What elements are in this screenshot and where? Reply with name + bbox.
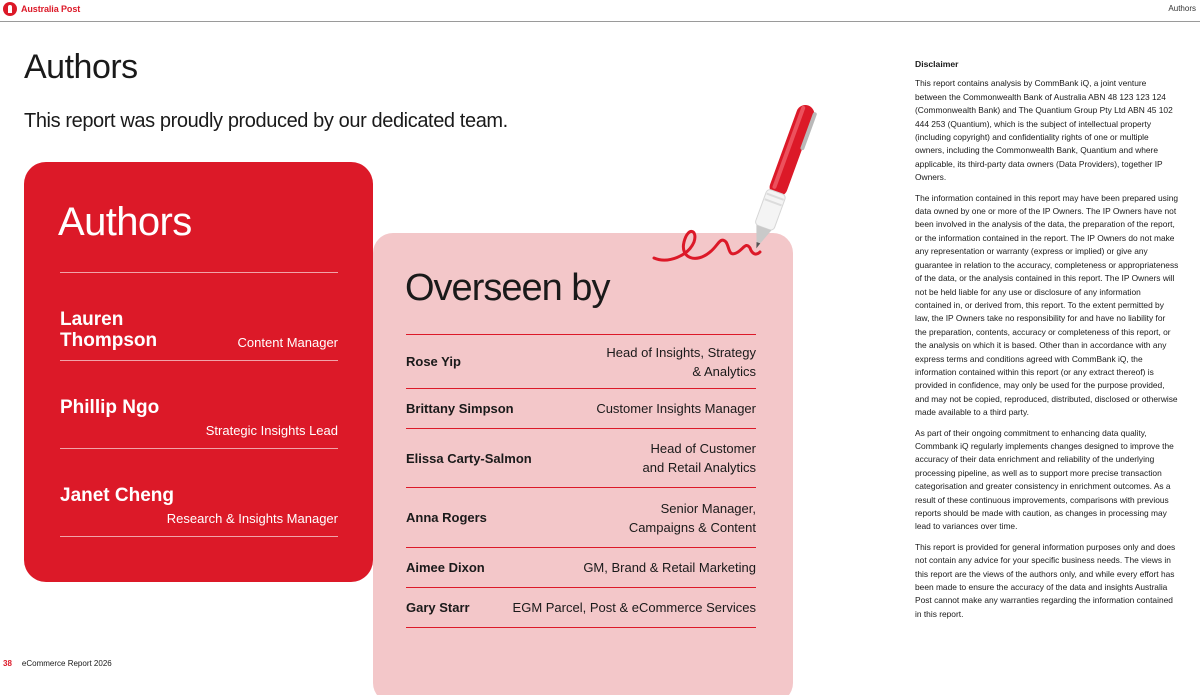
- disclaimer-title: Disclaimer: [915, 59, 959, 69]
- page-subtitle: This report was proudly produced by our dedicated team.: [24, 110, 508, 132]
- overseer-row: [406, 335, 756, 389]
- overseen-card-heading: Overseen by: [405, 267, 610, 309]
- overseer-row: [406, 548, 756, 588]
- overseer-row: [406, 429, 756, 488]
- disclaimer-paragraph: This report contains analysis by CommBank iQ, a joint venture between the Commonwealth Bank of Australia ABN 48 123 123 124 (Commonwealth Bank) and The Quantium Group Pty Ltd ABN 45 102 444 253 (Quantium), which is the subject of intellectual property (including copyright) and confidentiality rights of one or multiple owners, including the Commonwealth Bank, Quantium and where applicable, its third-party data owners (Data Providers), together IP Owners.: [915, 78, 1173, 183]
- footer: [3, 659, 112, 668]
- overseer-role: Head of Customer and Retail Analytics: [642, 441, 756, 475]
- author-name: Janet Cheng: [60, 485, 175, 506]
- overseer-role: Customer Insights Manager: [596, 401, 756, 416]
- author-role: Research & Insights Manager: [166, 511, 338, 526]
- australia-post-logo-icon: [3, 2, 17, 16]
- top-bar: [0, 0, 1200, 22]
- report-name: eCommerce Report 2026: [21, 659, 112, 668]
- overseer-name: Brittany Simpson: [406, 401, 514, 416]
- pen-signature-icon: [648, 96, 823, 271]
- overseer-row: [406, 389, 756, 429]
- author-name: Lauren Thompson: [60, 309, 158, 351]
- brand-name: Australia Post: [21, 4, 81, 14]
- overseer-role: Head of Insights, Strategy & Analytics: [606, 344, 756, 379]
- disclaimer-paragraph: This report is provided for general information purposes only and does not contain any advice for your specific business needs. The views in this report are the views of the authors only, and while every effort has been made to ensure the accuracy of the data and insights Australia Post cannot make any warranties regarding the information contained in this report.: [915, 541, 1176, 619]
- section-label: Authors: [1168, 4, 1196, 13]
- authors-list: [60, 272, 338, 537]
- overseer-role: Senior Manager, Campaigns & Content: [628, 500, 756, 535]
- overseer-role: GM, Brand & Retail Marketing: [583, 560, 756, 575]
- overseer-name: Elissa Carty-Salmon: [406, 450, 532, 466]
- author-role: Content Manager: [237, 335, 338, 350]
- overseer-row: [406, 488, 756, 548]
- brand[interactable]: [3, 2, 80, 16]
- author-row: [60, 273, 338, 361]
- author-role: Strategic Insights Lead: [205, 423, 338, 438]
- overseer-name: Aimee Dixon: [406, 560, 485, 575]
- page-number: 38: [3, 659, 12, 668]
- author-row: [60, 361, 338, 449]
- overseen-list: [406, 334, 756, 628]
- authors-card: [24, 162, 373, 582]
- overseer-name: Anna Rogers: [406, 510, 487, 525]
- disclaimer: [915, 58, 1179, 628]
- disclaimer-paragraph: As part of their ongoing commitment to enhancing data quality, Commbank iQ regularly implements changes designed to improve the accuracy of their data enrichment and reliability of the underlying processing pipeline, as well as to support more precise transaction categorisation and greater consistency in enrichment outcomes. As a result of these continuous improvements, comparisons with previous reports should be made with caution, as changes in processing may lead to variances over time.: [915, 427, 1174, 532]
- page-title: Authors: [24, 48, 138, 86]
- author-name: Phillip Ngo: [60, 397, 160, 418]
- overseer-row: [406, 588, 756, 628]
- overseer-name: Gary Starr: [406, 600, 470, 615]
- authors-card-heading: Authors: [58, 200, 192, 244]
- author-row: [60, 449, 338, 537]
- disclaimer-paragraph: The information contained in this report may have been prepared using data owned by one or more of the IP Owners. The IP Owners have not been involved in the analysis of the data, the preparation of the report, or the information contained in the report. The IP Owners do not make any representation or warranty (express or implied) or give any guarantee in relation to the accuracy, completeness or appropriateness of the data, or the analysis contained in this report. The IP Owners will not be held liable for any use or disclosure of any information contained in, or derived from, this report. To the extent permitted by law, the IP Owners take no responsibility for and have no liability for the preparation, contents, accuracy or completeness of this report, or the analysis on which it is based. Other than in accordance with any express terms and conditions agreed with CommBank iQ, the information contained within this report (or any extract thereof) is provided in confidence, may only be used for the purpose provided, and may not be copied, reproduced, distributed, disclosed or otherwise made available to a third party.: [915, 192, 1179, 418]
- overseen-by-card: [373, 233, 793, 695]
- overseer-role: EGM Parcel, Post & eCommerce Services: [512, 600, 756, 615]
- overseer-name: Rose Yip: [406, 354, 461, 369]
